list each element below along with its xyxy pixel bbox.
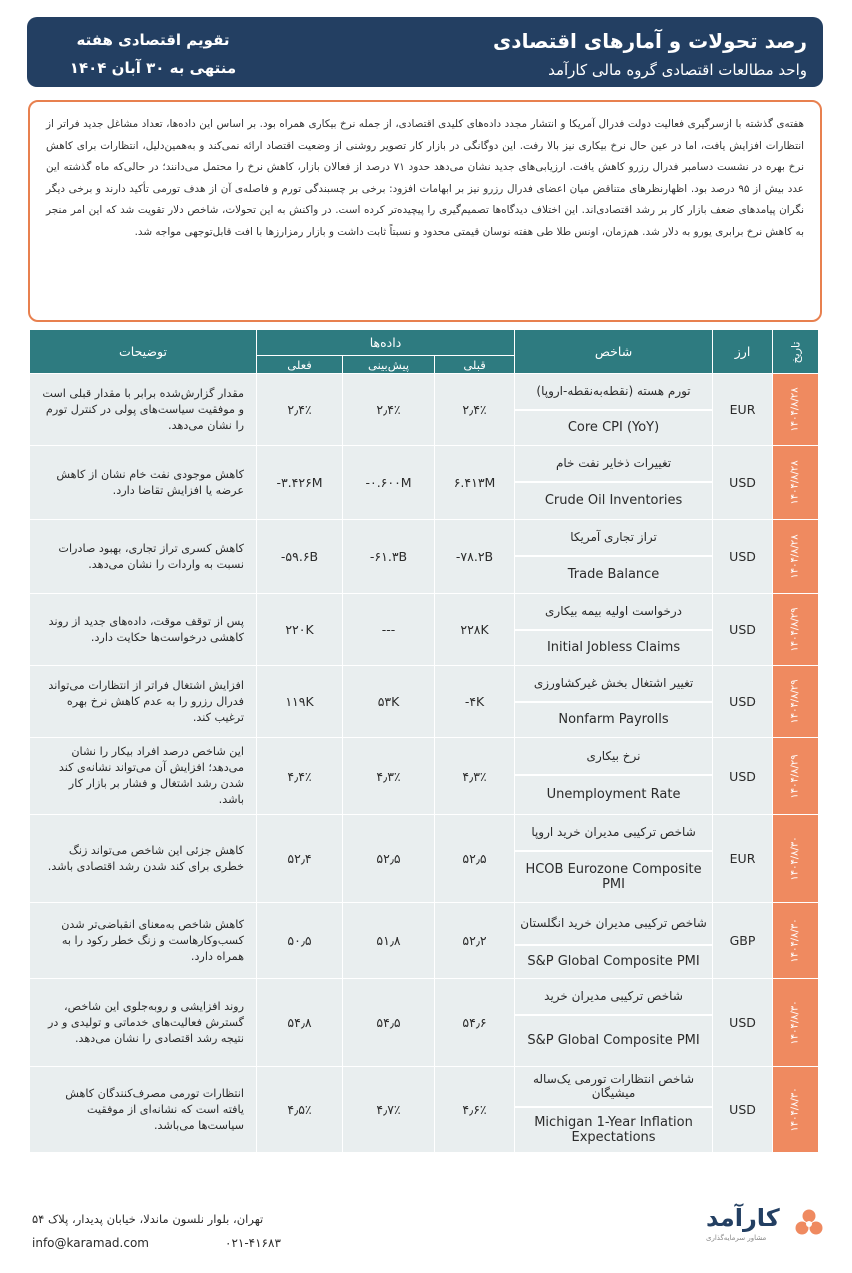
row-indicator-fa: شاخص انتظارات تورمی یک‌ساله میشیگان — [515, 1067, 713, 1107]
row-indicator-fa: تغییر اشتغال بخش غیرکشاورزی — [515, 666, 713, 702]
row-previous: -۷۸.۲B — [435, 520, 515, 594]
row-indicator-fa: نرخ بیکاری — [515, 738, 713, 775]
row-indicator-en: Initial Jobless Claims — [515, 630, 713, 666]
row-forecast: ۴٫۳٪ — [343, 738, 435, 815]
logo-name: کارآمد — [706, 1204, 780, 1232]
row-currency: EUR — [713, 374, 773, 446]
row-previous: ۶.۴۱۳M — [435, 446, 515, 520]
row-date: ۱۴۰۴/۸/۲۸ — [773, 446, 819, 520]
row-forecast: --- — [343, 594, 435, 666]
table-row — [30, 1067, 819, 1107]
row-indicator-fa: تراز تجاری آمریکا — [515, 520, 713, 556]
row-date: ۱۴۰۴/۸/۳۰ — [773, 815, 819, 903]
row-indicator-fa: تغییرات ذخایر نفت خام — [515, 446, 713, 482]
row-indicator-fa: تورم هسته (نقطه‌به‌نقطه-اروپا) — [515, 374, 713, 410]
row-indicator-fa: شاخص ترکیبی مدیران خرید انگلستان — [515, 903, 713, 945]
row-indicator-en: Crude Oil Inventories — [515, 482, 713, 520]
row-actual: -۵۹.۶B — [257, 520, 343, 594]
page-subtitle: واحد مطالعات اقتصادی گروه مالی کارآمد — [548, 61, 807, 79]
row-forecast: ۵۳K — [343, 666, 435, 738]
table-row — [30, 594, 819, 630]
logo-tagline: مشاور سرمایه‌گذاری — [706, 1234, 767, 1242]
table-row — [30, 446, 819, 482]
table-row — [30, 374, 819, 410]
table-row — [30, 738, 819, 775]
header-notes: توضیحات — [30, 330, 257, 374]
row-previous: ۵۲٫۲ — [435, 903, 515, 979]
calendar-title: تقویم اقتصادی هفته — [76, 31, 230, 49]
row-currency: USD — [713, 666, 773, 738]
row-notes: کاهش کسری تراز تجاری، بهبود صادرات نسبت به واردات را نشان می‌دهد. — [30, 520, 257, 594]
row-indicator-en: Trade Balance — [515, 556, 713, 594]
row-date: ۱۴۰۴/۸/۲۹ — [773, 738, 819, 815]
row-previous: ۴٫۳٪ — [435, 738, 515, 815]
weekly-summary: هفته‌ی گذشته با ازسرگیری فعالیت دولت فدرال آمریکا و انتشار مجدد داده‌های کلیدی اقتصادی، از جمله نرخ بیکاری همراه بود. بر اساس این داده‌ها، تعداد مشاغل جدید فراتر از انتظارات افزایش یافت، اما در عین حال نرخ بیکاری نیز بالا رفت. این دوگانگی در بازار کار تصویر روشنی از وضعیت اقتصاد ارائه نمی‌کند و به‌همین‌دلیل، انتظارات برای کاهش نرخ بهره در نشست دسامبر فدرال رزرو کاهش یافت. ارزیابی‌های جدید نشان می‌دهد حدود ۷۱ درصد از فعالان بازار، کاهش نرخ را محتمل می‌دانند؛ در حالی‌که ماه گذشته این عدد بیش از ۹۵ درصد بود. اظهارنظرهای متناقض میان اعضای فدرال رزرو نیز بر ابهامات افزود: برخی بر چسبندگی تورم و فاصله‌ی آن از هدف تورمی تأکید دارند و برخی دیگر نگران پیامدهای ضعف بازار کار بر رشد اقتصادی‌اند. این اختلاف دیدگاه‌ها تصمیم‌گیری را پیچیده‌تر کرده است. در واکنش به این تحولات، شاخص دلار تقویت شد که این امر منجر به کاهش نرخ برابری یورو به دلار شد. هم‌زمان، اونس طلا طی هفته نوسان قیمتی محدود و نسبتاً ثابت داشت و بازار رمزارزها با افت قابل‌توجهی مواجه شد. — [28, 100, 822, 322]
row-date: ۱۴۰۴/۸/۳۰ — [773, 1067, 819, 1153]
row-actual: -۳.۴۲۶M — [257, 446, 343, 520]
row-forecast: -۶۱.۳B — [343, 520, 435, 594]
row-forecast: ۲٫۴٪ — [343, 374, 435, 446]
row-indicator-en: Unemployment Rate — [515, 775, 713, 815]
header-currency: ارز — [713, 330, 773, 374]
row-actual: ۴٫۵٪ — [257, 1067, 343, 1153]
row-date: ۱۴۰۴/۸/۳۰ — [773, 979, 819, 1067]
table-row — [30, 520, 819, 556]
row-notes: پس از توقف موقت، داده‌های جدید از روند کاهشی درخواست‌ها حکایت دارد. — [30, 594, 257, 666]
row-currency: USD — [713, 979, 773, 1067]
row-indicator-fa: شاخص ترکیبی مدیران خرید اروپا — [515, 815, 713, 851]
row-actual: ۵۲٫۴ — [257, 815, 343, 903]
row-currency: GBP — [713, 903, 773, 979]
row-indicator-en: Nonfarm Payrolls — [515, 702, 713, 738]
header-date: تاریخ — [773, 330, 819, 374]
row-currency: USD — [713, 446, 773, 520]
row-indicator-en: S&P Global Composite PMI — [515, 1015, 713, 1067]
table-row — [30, 666, 819, 702]
footer-phone: ۰۲۱-۴۱۶۸۳ — [225, 1236, 281, 1250]
economic-calendar-table — [29, 329, 819, 1153]
row-currency: USD — [713, 520, 773, 594]
header-forecast: پیش‌بینی — [343, 356, 435, 374]
table-row — [30, 903, 819, 945]
table-row — [30, 815, 819, 851]
header-indicator: شاخص — [515, 330, 713, 374]
row-notes: انتظارات تورمی مصرف‌کنندگان کاهش یافته است که نشانه‌ای از موفقیت سیاست‌ها می‌باشد. — [30, 1067, 257, 1153]
row-actual: ۵۰٫۵ — [257, 903, 343, 979]
logo-mark-icon — [794, 1208, 824, 1238]
row-actual: ۵۴٫۸ — [257, 979, 343, 1067]
table-body — [30, 374, 819, 1153]
row-notes: کاهش شاخص به‌معنای انقباضی‌تر شدن کسب‌وکارهاست و زنگ خطر رکود را به همراه دارد. — [30, 903, 257, 979]
row-currency: USD — [713, 738, 773, 815]
row-previous: ۵۲٫۵ — [435, 815, 515, 903]
row-notes: کاهش جزئی این شاخص می‌تواند زنگ خطری برای کند شدن رشد اقتصادی باشد. — [30, 815, 257, 903]
row-indicator-en: Core CPI (YoY) — [515, 410, 713, 446]
footer-address: تهران، بلوار نلسون ماندلا، خیابان پدیدار، پلاک ۵۴ — [32, 1212, 264, 1226]
row-date: ۱۴۰۴/۸/۲۹ — [773, 666, 819, 738]
row-notes: روند افزایشی و روبه‌جلوی این شاخص، گسترش فعالیت‌های خدماتی و تولیدی و در نتیجه رشد اقتصادی را نشان می‌دهد. — [30, 979, 257, 1067]
row-previous: ۲٫۴٪ — [435, 374, 515, 446]
table-row — [30, 979, 819, 1015]
header-actual: فعلی — [257, 356, 343, 374]
row-indicator-en: HCOB Eurozone Composite PMI — [515, 851, 713, 903]
row-forecast: -۰.۶۰۰M — [343, 446, 435, 520]
row-notes: کاهش موجودی نفت خام نشان از کاهش عرضه یا افزایش تقاضا دارد. — [30, 446, 257, 520]
company-logo — [706, 1200, 826, 1250]
row-notes: مقدار گزارش‌شده برابر با مقدار قبلی است و موفقیت سیاست‌های پولی در کنترل تورم را نشان می‌دهد. — [30, 374, 257, 446]
row-currency: USD — [713, 1067, 773, 1153]
row-forecast: ۵۲٫۵ — [343, 815, 435, 903]
row-indicator-fa: درخواست اولیه بیمه بیکاری — [515, 594, 713, 630]
row-indicator-fa: شاخص ترکیبی مدیران خرید — [515, 979, 713, 1015]
row-currency: USD — [713, 594, 773, 666]
row-actual: ۲۲۰K — [257, 594, 343, 666]
row-forecast: ۵۴٫۵ — [343, 979, 435, 1067]
footer-email[interactable]: info@karamad.com — [32, 1236, 149, 1250]
row-previous: ۴٫۶٪ — [435, 1067, 515, 1153]
row-actual: ۴٫۴٪ — [257, 738, 343, 815]
row-notes: افزایش اشتغال فراتر از انتظارات می‌تواند فدرال رزرو را به عدم کاهش نرخ بهره ترغیب کند. — [30, 666, 257, 738]
header-previous: قبلی — [435, 356, 515, 374]
row-previous: -۴K — [435, 666, 515, 738]
row-date: ۱۴۰۴/۸/۲۹ — [773, 594, 819, 666]
row-date: ۱۴۰۴/۸/۳۰ — [773, 903, 819, 979]
row-date: ۱۴۰۴/۸/۲۸ — [773, 374, 819, 446]
row-previous: ۵۴٫۶ — [435, 979, 515, 1067]
row-forecast: ۴٫۷٪ — [343, 1067, 435, 1153]
row-actual: ۱۱۹K — [257, 666, 343, 738]
row-forecast: ۵۱٫۸ — [343, 903, 435, 979]
page-title: رصد تحولات و آمارهای اقتصادی — [492, 29, 807, 53]
header-data: داده‌ها — [257, 330, 515, 356]
row-previous: ۲۲۸K — [435, 594, 515, 666]
row-date: ۱۴۰۴/۸/۲۸ — [773, 520, 819, 594]
row-currency: EUR — [713, 815, 773, 903]
calendar-period: منتهی به ۳۰ آبان ۱۴۰۴ — [69, 59, 237, 77]
row-notes: این شاخص درصد افراد بیکار را نشان می‌دهد؛ افزایش آن می‌تواند نشانه‌ی کند شدن رشد اشتغال و فشار بر بازار کار باشد. — [30, 738, 257, 815]
row-indicator-en: Michigan 1-Year Inflation Expectations — [515, 1107, 713, 1153]
row-actual: ۲٫۴٪ — [257, 374, 343, 446]
page-header — [27, 17, 823, 87]
row-indicator-en: S&P Global Composite PMI — [515, 945, 713, 979]
